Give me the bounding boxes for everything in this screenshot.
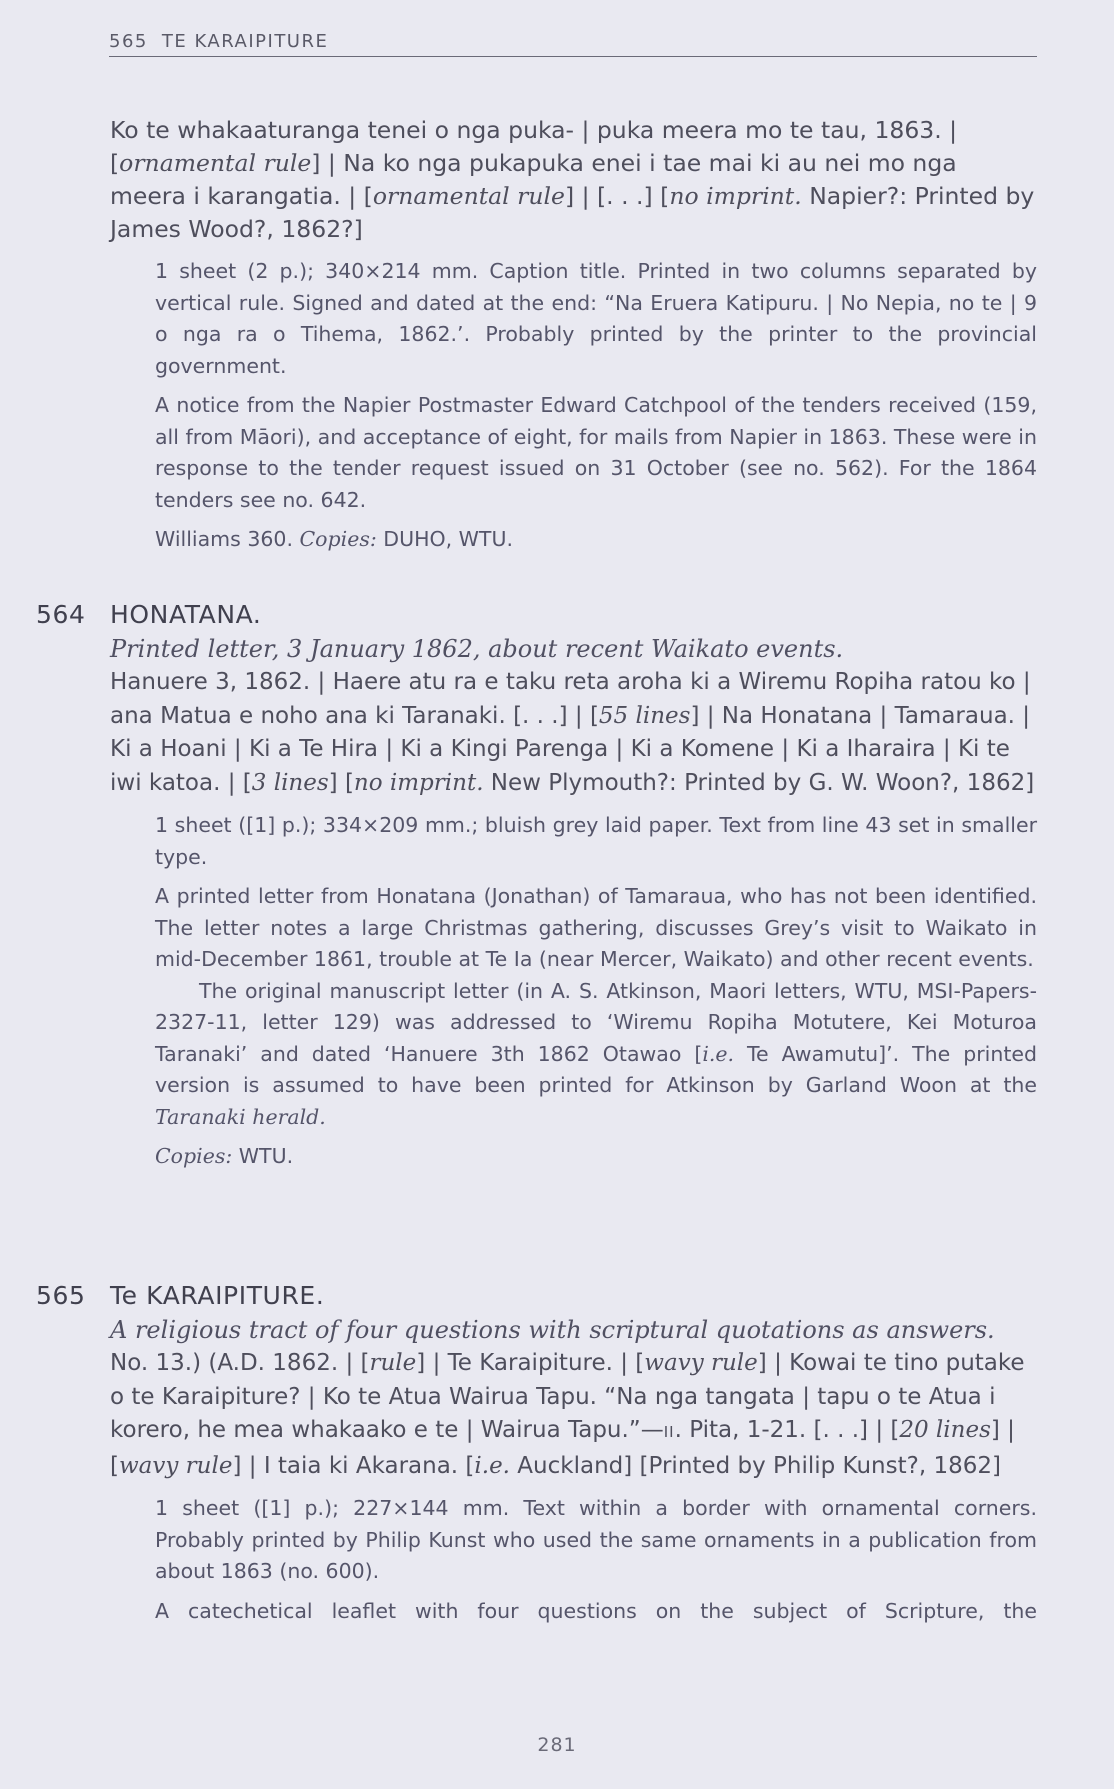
copies-value: WTU. <box>232 1144 294 1168</box>
text-run-italic: i.e. <box>474 1452 510 1479</box>
text-run: No. 13.) (A.D. 1862. | [ <box>110 1350 370 1376</box>
text-run: The original manuscript letter (in A. S. Atkinson, Maori letters, WTU, MSI-Papers-2327-11, letter 129) was addressed to ‘Wiremu Ropiha Motutere, Kei Moturoa Taranaki’ and dated ‘Hanuere 3th 1862 Otawao [ <box>155 978 1037 1066</box>
entry-565-note: A catechetical leaflet with four questions on the subject of Scripture, the <box>155 1598 1037 1623</box>
text-run: Hanuere 3, 1862. | Haere atu ra e taku reta aroha ki a Wiremu Ropiha ratou ko | ana Matua e noho ana ki Taranaki. [. . .] | [ <box>110 669 1031 729</box>
text-run: New Plymouth?: Printed by G. W. Woon?, 1862] <box>483 769 1035 796</box>
text-run: ] | Kowai te tino putake o te Karaipiture? | Ko te Atua Wairua Tapu. “Na nga tangata | tapu o te Atua i korero, he mea whakaako e te | Wairua Tapu.”— <box>110 1350 1025 1443</box>
text-run: Napier?: Printed by James Wood?, 1862?] <box>110 182 1035 243</box>
text-run-italic: Taranaki herald. <box>155 1104 326 1129</box>
entry-564-note-2 <box>155 976 1037 1134</box>
entry-565-heading <box>36 1279 1037 1313</box>
text-run: ] | Te Karaipiture. | [ <box>416 1350 645 1376</box>
entry-565-title: Te KARAIPITURE. <box>110 1281 325 1310</box>
entry-564-title: HONATANA. <box>110 600 262 629</box>
text-run: ] | Na Honatana | Tamaraua. | Ki a Hoani | Ki a Te Hira | Ki a Kingi Parenga | Ki a Komene | Ki a Iharaira | Ki te iwi katoa. | [ <box>110 702 1031 796</box>
entry-563-description <box>110 114 1037 246</box>
running-head <box>109 31 1037 57</box>
entry-564-copies <box>155 1141 1037 1173</box>
entry-564-subtitle: Printed letter, 3 January 1862, about recent Waikato events. <box>110 635 844 663</box>
text-run-italic: wavy rule <box>118 1452 233 1479</box>
entry-564-physical: 1 sheet ([1] p.); 334×209 mm.; bluish grey laid paper. Text from line 43 set in smaller type. <box>155 813 1037 869</box>
text-run: ] | [ <box>110 1417 1015 1479</box>
text-run-italic: 55 lines <box>598 702 691 729</box>
text-run: Williams 360. <box>155 527 300 551</box>
entry-563-copies <box>155 524 1037 556</box>
entry-564-heading <box>36 598 1037 632</box>
text-run-italic: 3 lines <box>251 769 329 796</box>
text-run: ] | [. . .] [ <box>564 182 670 210</box>
entry-564-note-1: A printed letter from Honatana (Jonathan) of Tamaraua, who has not been identified. The letter notes a large Christmas gathering, discusses Grey’s visit to Waikato in mid-December 1861, trouble at Te Ia (near Mercer, Waikato) and other recent events. <box>155 884 1037 971</box>
text-run-italic: ornamental rule <box>372 182 565 210</box>
text-run-italic: no imprint. <box>353 769 484 796</box>
entry-564-number: 564 <box>36 600 86 629</box>
text-run-italic: i.e. <box>702 1041 735 1066</box>
copies-label: Copies: <box>155 1144 233 1168</box>
text-run-smallcaps: II <box>663 1423 675 1441</box>
entry-565-description <box>110 1347 1037 1483</box>
copies-value: DUHO, WTU. <box>376 527 513 551</box>
text-run: ] [ <box>328 769 354 796</box>
text-run: Auckland] [Printed by Philip Kunst?, 1862] <box>510 1452 1001 1479</box>
entry-564-description <box>110 666 1037 800</box>
page-number: 281 <box>537 1734 577 1756</box>
copies-label: Copies: <box>299 527 377 551</box>
entry-564 <box>36 598 1037 1173</box>
text-run-italic: no imprint. <box>669 182 802 210</box>
text-run: ] | Na ko nga pukapuka enei i tae mai ki au nei mo nga meera i karangatia. | [ <box>110 149 957 210</box>
entry-565-physical: 1 sheet ([1] p.); 227×144 mm. Text within a border with ornamental corners. Probably printed by Philip Kunst who used the same ornaments in a publication from about 1863 (no. 600). <box>155 1496 1037 1583</box>
running-head-page: 565 <box>109 31 148 52</box>
text-run: Ko te whakaaturanga tenei o nga puka- | puka meera mo te tau, 1863. | [ <box>110 116 958 177</box>
entry-565-subtitle: A religious tract of four questions with scriptural quotations as answers. <box>110 1316 995 1344</box>
text-run: Te Awamutu]’. The printed version is assumed to have been printed for Atkinson by Garland Woon at the <box>155 1041 1037 1097</box>
entry-565-number: 565 <box>36 1281 86 1310</box>
entry-563 <box>110 114 1037 556</box>
text-run: . Pita, 1-21. [. . .] | [ <box>674 1417 900 1443</box>
text-run-italic: 20 lines <box>899 1417 991 1443</box>
text-run-italic: rule <box>369 1350 417 1376</box>
entry-563-note: A notice from the Napier Postmaster Edward Catchpool of the tenders received (159, all from Māori), and acceptance of eight, for mails from Napier in 1863. These were in response to the tender request issued on 31 October (see no. 562). For the 1864 tenders see no. 642. <box>155 393 1037 512</box>
text-run: ] | I taia ki Akarana. [ <box>232 1452 475 1479</box>
running-head-title: TE KARAIPITURE <box>161 31 329 52</box>
text-run-italic: ornamental rule <box>119 149 312 177</box>
entry-563-physical: 1 sheet (2 p.); 340×214 mm. Caption title. Printed in two columns separated by vertical rule. Signed and dated at the end: “Na Eruera Katipuru. | No Nepia, no te | 9 o nga ra o Tihema, 1862.’. Probably printed by the printer to the provincial government. <box>155 259 1037 378</box>
text-run-italic: wavy rule <box>644 1350 758 1376</box>
entry-565 <box>36 1279 1037 1627</box>
